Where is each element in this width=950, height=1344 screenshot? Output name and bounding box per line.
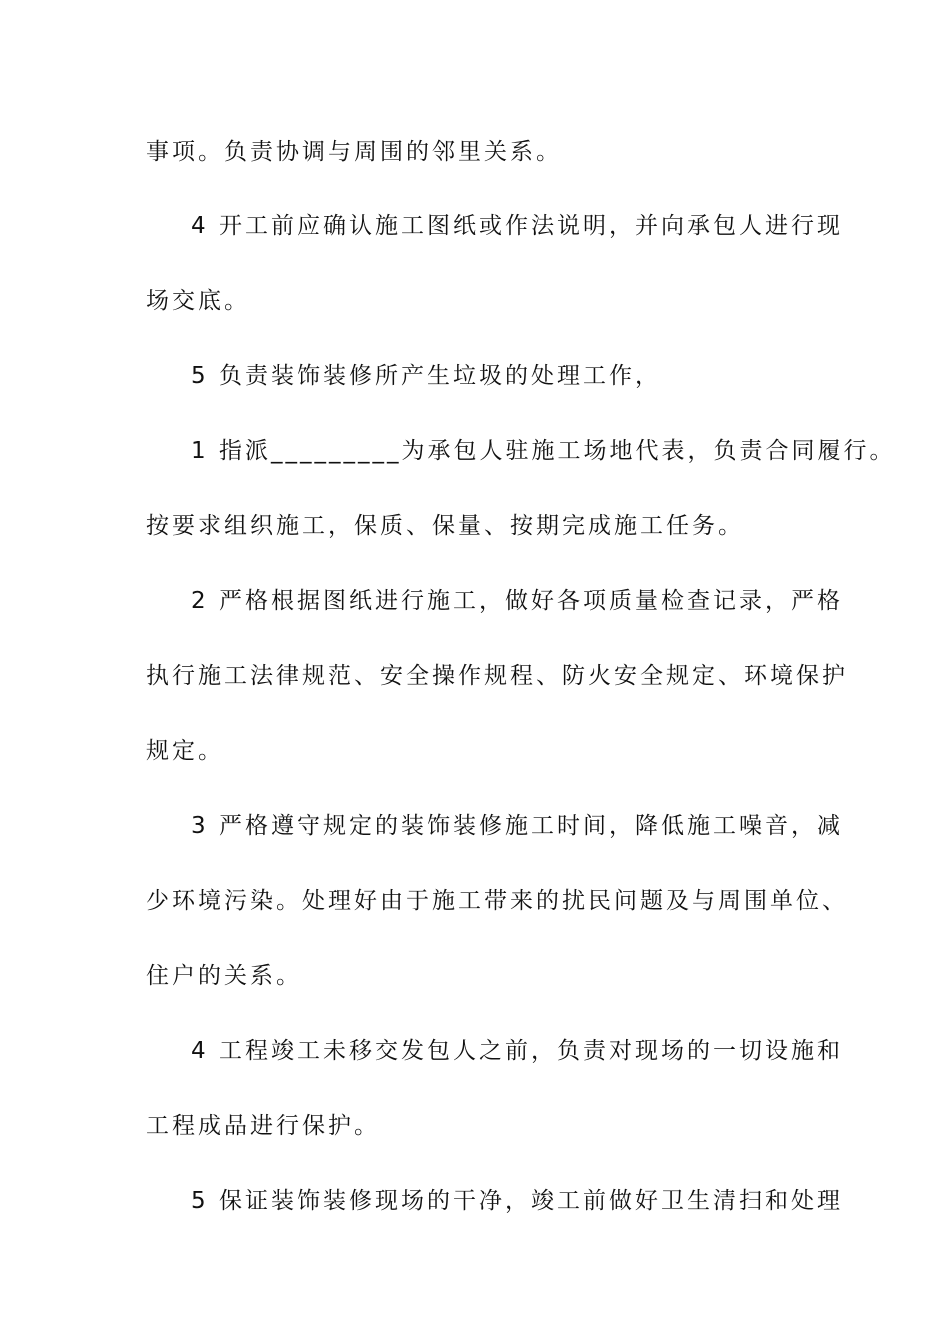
text-line: 场交底。 bbox=[146, 288, 250, 314]
text-line: 少环境污染。处理好由于施工带来的扰民问题及与周围单位、 bbox=[146, 888, 848, 914]
text-line: 2 严格根据图纸进行施工，做好各项质量检查记录，严格 bbox=[191, 588, 843, 614]
text-line: 3 严格遵守规定的装饰装修施工时间，降低施工噪音，减 bbox=[191, 813, 843, 839]
text-line: 执行施工法律规范、安全操作规程、防火安全规定、环境保护 bbox=[146, 663, 848, 689]
text-line: 5 负责装饰装修所产生垃圾的处理工作， bbox=[191, 363, 661, 389]
text-line: 按要求组织施工，保质、保量、按期完成施工任务。 bbox=[146, 513, 744, 539]
text-line: 5 保证装饰装修现场的干净，竣工前做好卫生清扫和处理 bbox=[191, 1188, 843, 1214]
text-line: 4 工程竣工未移交发包人之前，负责对现场的一切设施和 bbox=[191, 1038, 843, 1064]
text-line: 规定。 bbox=[146, 738, 224, 764]
text-line: 1 指派_________为承包人驻施工场地代表，负责合同履行。 bbox=[191, 438, 896, 464]
text-line: 事项。负责协调与周围的邻里关系。 bbox=[146, 139, 562, 165]
text-line: 4 开工前应确认施工图纸或作法说明，并向承包人进行现 bbox=[191, 213, 843, 239]
text-line: 工程成品进行保护。 bbox=[146, 1113, 380, 1139]
text-line: 住户的关系。 bbox=[146, 963, 302, 989]
